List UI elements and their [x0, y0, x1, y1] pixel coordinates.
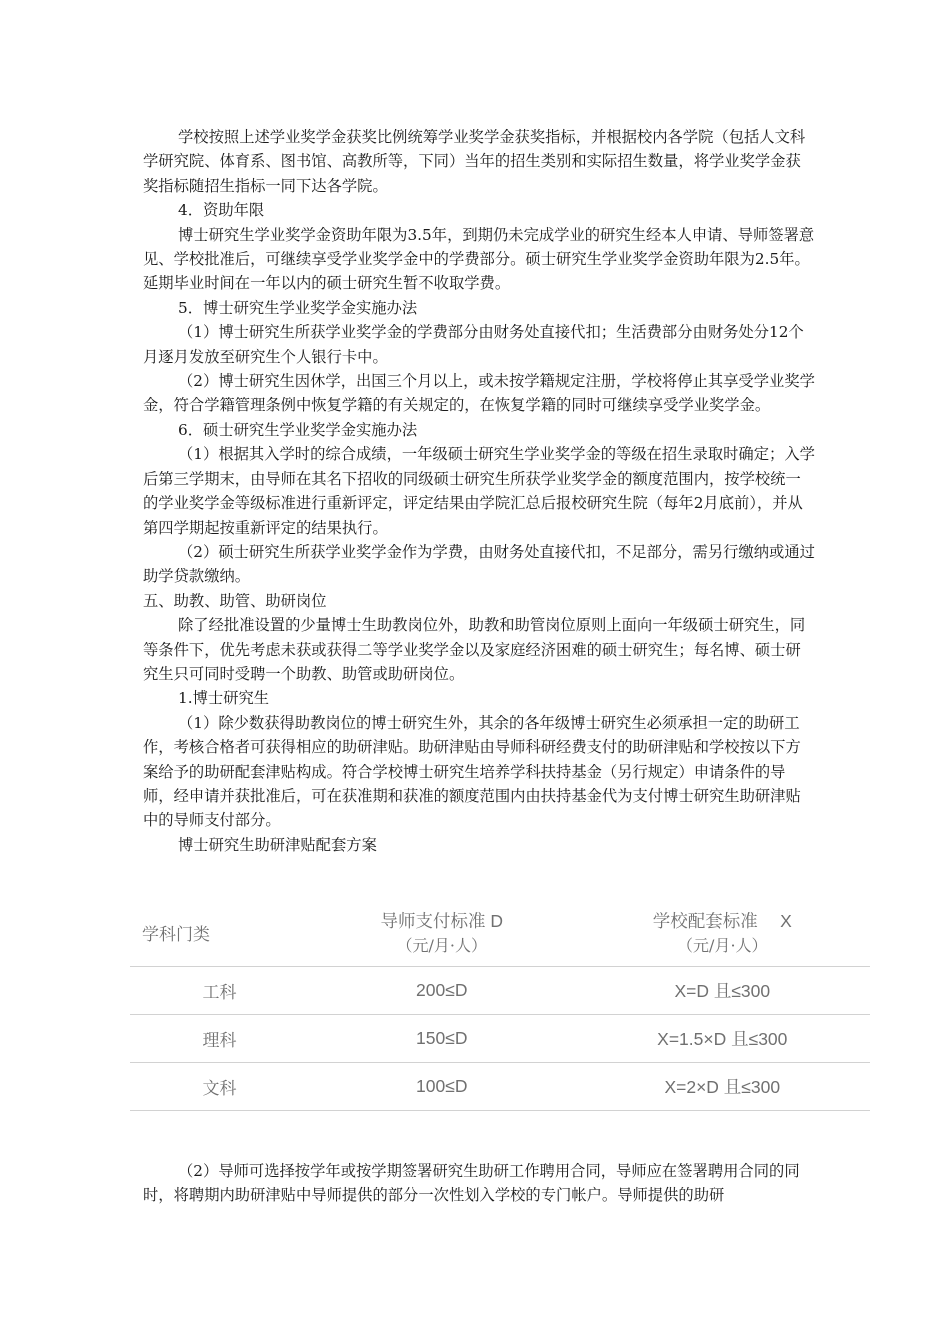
subheading-phd: 1.博士研究生 — [178, 689, 270, 708]
subheading-phd-implementation: 5．博士研究生学业奖学金实施办法 — [178, 298, 418, 317]
table-row — [130, 1063, 870, 1111]
table-caption: 博士研究生助研津贴配套方案 — [178, 835, 377, 854]
subheading-master-implementation: 6．硕士研究生学业奖学金实施办法 — [178, 420, 418, 439]
table-row — [130, 967, 870, 1015]
header-subject: 学科门类 — [130, 898, 309, 967]
paragraph: （1）博士研究生所获学业奖学金的学费部分由财务处直接代扣；生活费部分由财务处分12个月逐月发放至研究生个人银行卡中。 — [143, 323, 804, 366]
header-school-label: 学校配套标准 X — [652, 911, 792, 931]
paragraph: （1）根据其入学时的综合成绩，一年级硕士研究生学业奖学金的等级在招生录取时确定；入学后第三学期末，由导师在其名下招收的同级硕士研究生所获学业奖学金的额度范围内，按学校统一的学业奖学金等级标准进行重新评定，评定结果由学院汇总后报校研究生院（每年2月底前），并从第四学期起按重新评定的结果执行。 — [143, 445, 815, 537]
body-text-lower — [143, 1159, 815, 1208]
table-row — [130, 1015, 870, 1063]
cell-mentor: 150≤D — [309, 1015, 575, 1063]
paragraph: （2）导师可选择按学年或按学期签署研究生助研工作聘用合同，导师应在签署聘用合同的同时，将聘期内助研津贴中导师提供的部分一次性划入学校的专门帐户。导师提供的助研 — [143, 1162, 800, 1205]
paragraph: （1）除少数获得助教岗位的博士研究生外，其余的各年级博士研究生必须承担一定的助研工作，考核合格者可获得相应的助研津贴。助研津贴由导师科研经费支付的助研津贴和学校按以下方案给予的助研配套津贴构成。符合学校博士研究生培养学科扶持基金（另行规定）申请条件的导师，经申请并获批准后，可在获准期和获准的额度范围内由扶持基金代为支付博士研究生助研津贴中的导师支付部分。 — [143, 713, 801, 830]
cell-mentor: 200≤D — [309, 967, 575, 1015]
table-header-row — [130, 898, 870, 967]
cell-subject: 文科 — [130, 1063, 309, 1111]
cell-subject: 理科 — [130, 1015, 309, 1063]
cell-mentor: 100≤D — [309, 1063, 575, 1111]
cell-school: X=D 且≤300 — [575, 967, 870, 1015]
allowance-table — [130, 898, 870, 1111]
cell-school: X=1.5×D 且≤300 — [575, 1015, 870, 1063]
paragraph: 博士研究生学业奖学金资助年限为3.5年，到期仍未完成学业的研究生经本人申请、导师签署意见、学校批准后，可继续享受学业奖学金中的学费部分。硕士研究生学业奖学金资助年限为2.5年。延期毕业时间在一年以内的硕士研究生暂不收取学费。 — [143, 225, 815, 293]
subheading-funding-period: 4．资助年限 — [178, 201, 265, 220]
paragraph: 除了经批准设置的少量博士生助教岗位外，助教和助管岗位原则上面向一年级硕士研究生，同等条件下，优先考虑未获或获得二等学业奖学金以及家庭经济困难的硕士研究生；每名博、硕士研究生只可同时受聘一个助教、助管或助研岗位。 — [143, 616, 806, 683]
section-heading: 五、助教、助管、助研岗位 — [143, 591, 327, 610]
header-mentor-unit: （元/月·人） — [396, 936, 487, 955]
paragraph: （2）博士研究生因休学，出国三个月以上，或未按学籍规定注册，学校将停止其享受学业奖学金，符合学籍管理条例中恢复学籍的有关规定的，在恢复学籍的同时可继续享受学业奖学金。 — [143, 372, 815, 415]
body-text-upper — [143, 125, 815, 857]
header-mentor-label: 导师支付标准 D — [380, 911, 503, 931]
cell-subject: 工科 — [130, 967, 309, 1015]
header-school-standard — [575, 898, 870, 967]
paragraph: 学校按照上述学业奖学金获奖比例统筹学业奖学金获奖指标，并根据校内各学院（包括人文科学研究院、体育系、图书馆、高教所等，下同）当年的招生类别和实际招生数量，将学业奖学金获奖指标随招生指标一同下达各学院。 — [143, 128, 806, 195]
header-mentor-standard — [309, 898, 575, 967]
header-school-unit: （元/月·人） — [677, 936, 768, 955]
cell-school: X=2×D 且≤300 — [575, 1063, 870, 1111]
paragraph: （2）硕士研究生所获学业奖学金作为学费，由财务处直接代扣，不足部分，需另行缴纳或通过助学贷款缴纳。 — [143, 542, 815, 586]
